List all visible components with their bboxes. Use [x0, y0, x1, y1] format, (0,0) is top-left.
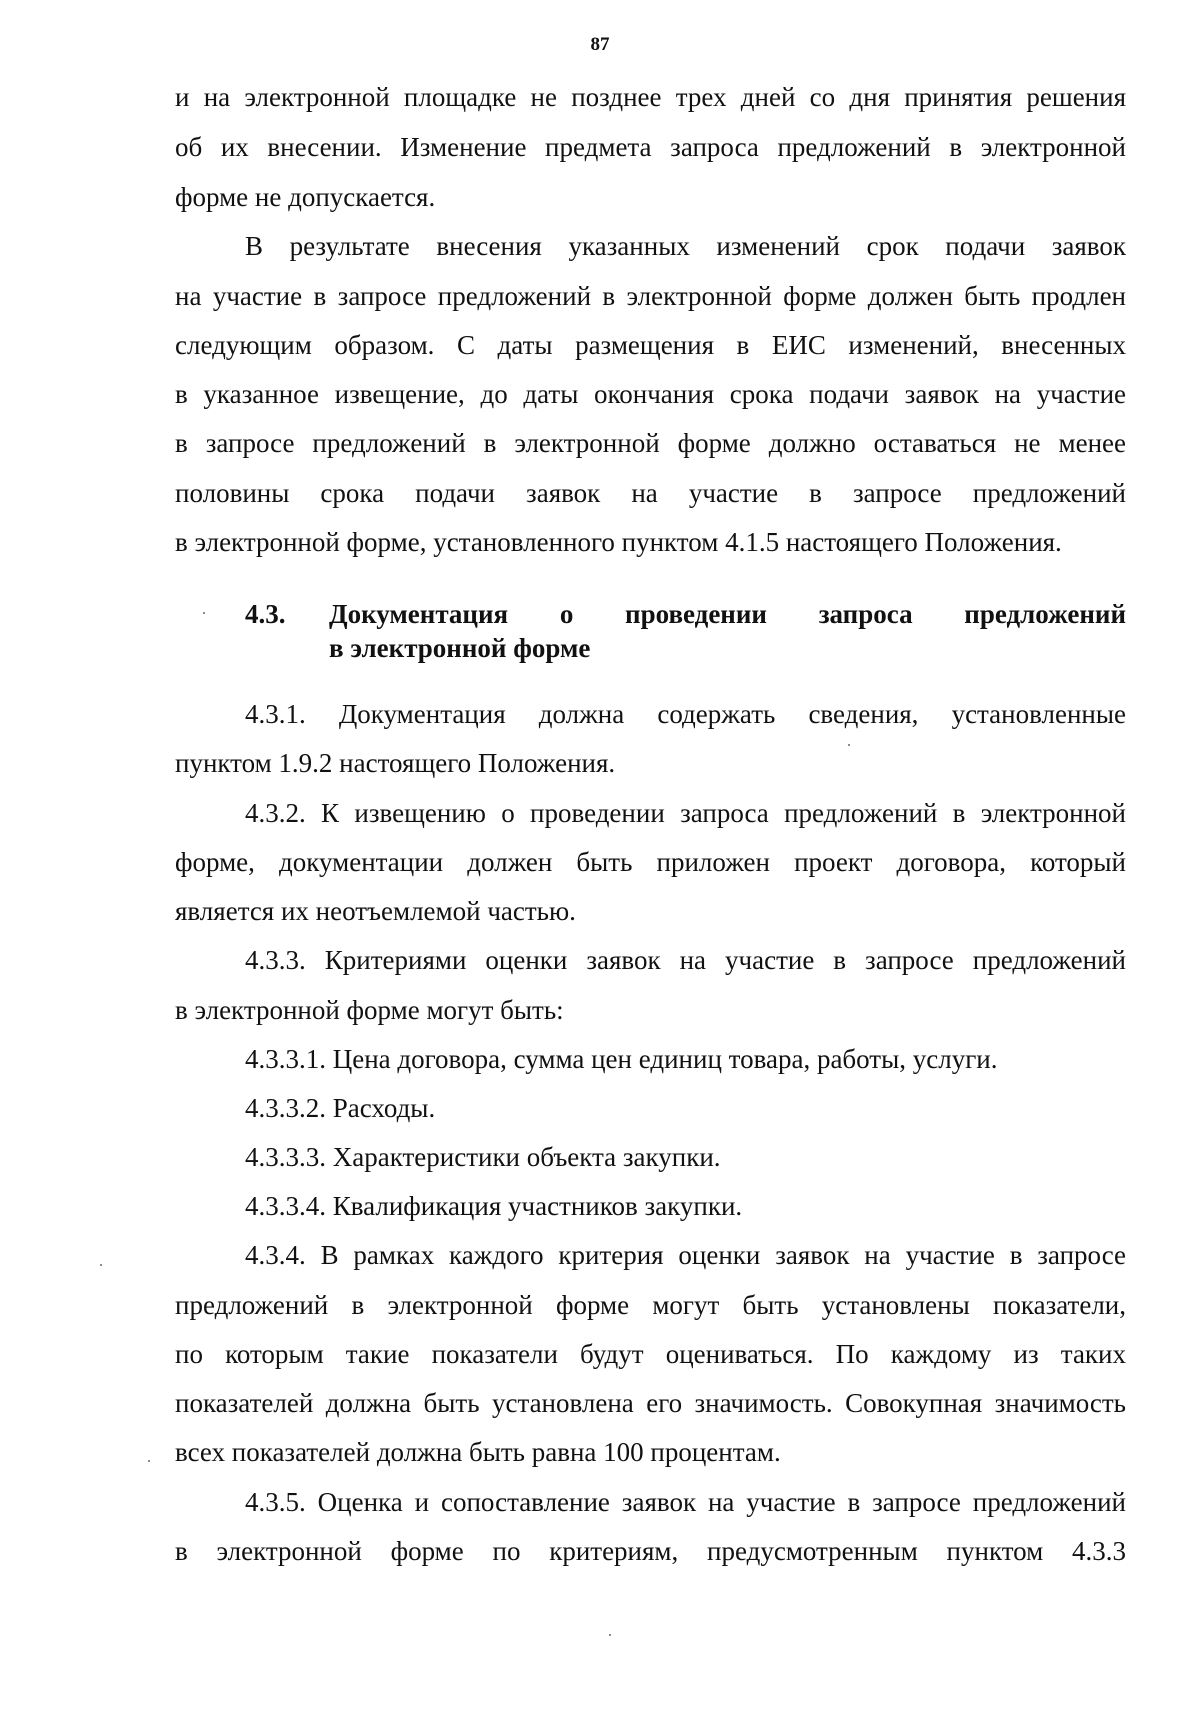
scan-speck: [848, 744, 850, 746]
list-item: 4.3.3.4. Квалификация участников закупки.: [245, 1191, 743, 1221]
text-line: показателей должна быть установлена его значимость. Совокупная значимость: [175, 1388, 1126, 1418]
list-item: 4.3.3.3. Характеристики объекта закупки.: [245, 1142, 721, 1172]
list-item: 4.3.3.1. Цена договора, сумма цен единиц товара, работы, услуги.: [245, 1044, 998, 1074]
scan-speck: [148, 1460, 150, 1462]
text-line: в электронной форме могут быть:: [175, 995, 564, 1025]
section-title-line: Документация о проведении запроса предложений: [329, 599, 1126, 629]
text-line: следующим образом. С даты размещения в ЕИС изменений, внесенных: [175, 330, 1126, 360]
text-line: является их неотъемлемой частью.: [175, 896, 576, 926]
text-line: в запросе предложений в электронной форме должно оставаться не менее: [175, 428, 1126, 458]
text-line: предложений в электронной форме могут быть установлены показатели,: [175, 1290, 1126, 1320]
text-line: форме не допускается.: [175, 182, 436, 212]
text-line: в электронной форме по критериям, предусмотренным пунктом 4.3.3: [175, 1536, 1126, 1566]
scan-speck: [203, 612, 205, 614]
text-line: форме, документации должен быть приложен проект договора, который: [175, 847, 1126, 877]
text-line: 4.3.5. Оценка и сопоставление заявок на участие в запросе предложений: [245, 1487, 1126, 1517]
text-line: по которым такие показатели будут оцениваться. По каждому из таких: [175, 1339, 1126, 1369]
scan-speck: [609, 1634, 611, 1636]
text-line: 4.3.2. К извещению о проведении запроса предложений в электронной: [245, 798, 1126, 828]
text-line: 4.3.3. Критериями оценки заявок на участие в запросе предложений: [245, 945, 1126, 975]
text-line: в указанное извещение, до даты окончания срока подачи заявок на участие: [175, 379, 1126, 409]
text-line: об их внесении. Изменение предмета запроса предложений в электронной: [175, 132, 1126, 162]
section-title-line: в электронной форме: [329, 633, 591, 663]
text-line: и на электронной площадке не позднее трех дней со дня принятия решения: [175, 82, 1126, 112]
text-line: на участие в запросе предложений в электронной форме должен быть продлен: [175, 281, 1126, 311]
text-line: всех показателей должна быть равна 100 процентам.: [175, 1437, 781, 1467]
page-number: 87: [590, 34, 610, 55]
text-line: пунктом 1.9.2 настоящего Положения.: [175, 748, 616, 778]
text-line: в электронной форме, установленного пунктом 4.1.5 настоящего Положения.: [175, 527, 1062, 557]
list-item: 4.3.3.2. Расходы.: [245, 1093, 436, 1123]
text-line: В результате внесения указанных изменений срок подачи заявок: [245, 231, 1126, 261]
section-number: 4.3.: [245, 599, 286, 629]
text-line: половины срока подачи заявок на участие в запросе предложений: [175, 478, 1126, 508]
text-line: 4.3.4. В рамках каждого критерия оценки заявок на участие в запросе: [245, 1240, 1126, 1270]
scan-speck: [100, 1264, 102, 1266]
text-line: 4.3.1. Документация должна содержать сведения, установленные: [245, 699, 1126, 729]
